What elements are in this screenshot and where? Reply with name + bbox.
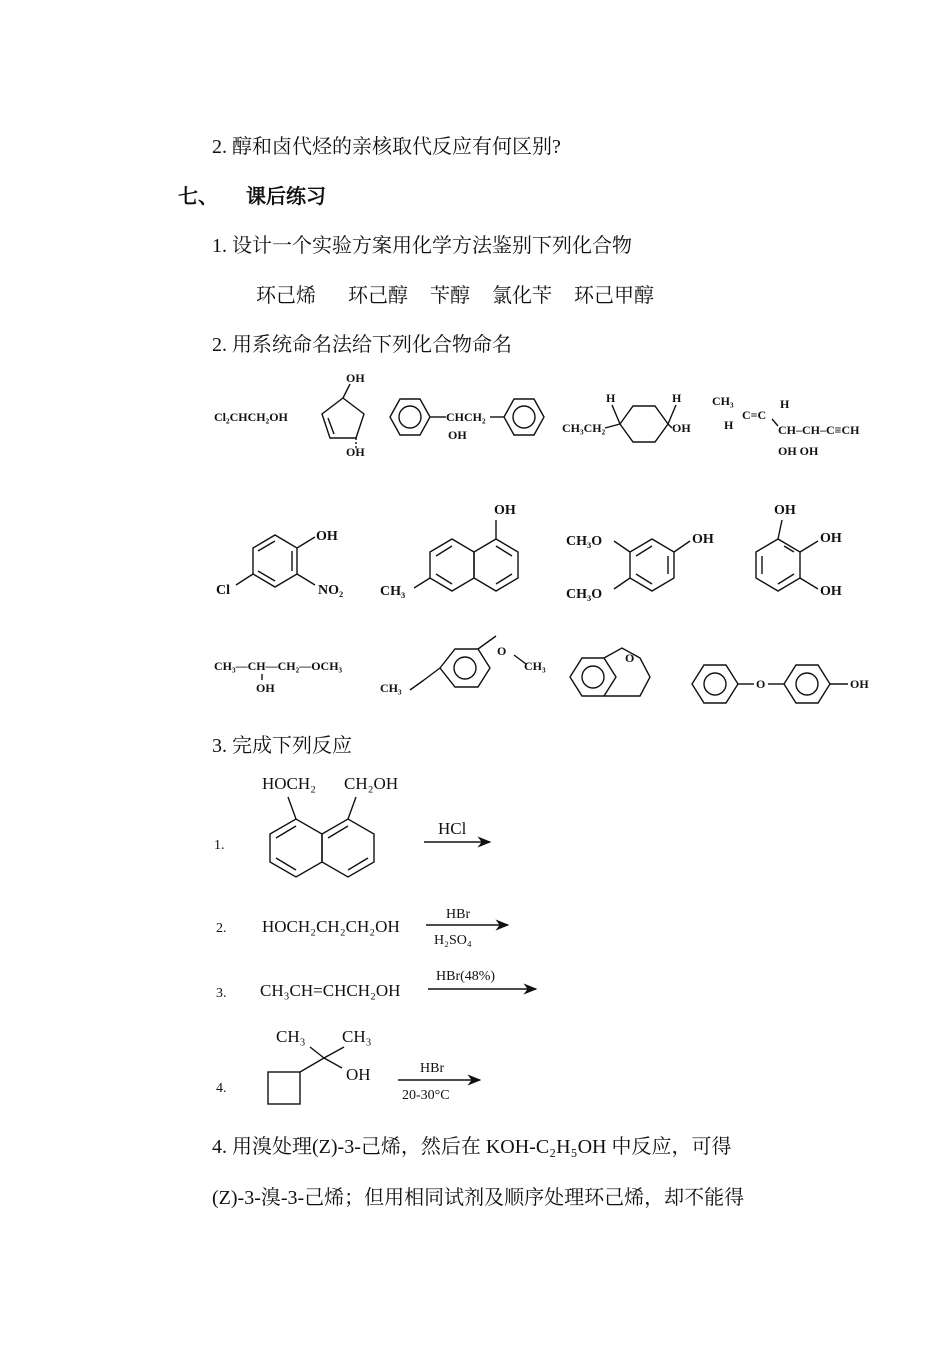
exercise-1-text: 1. 设计一个实验方案用化学方法鉴别下列化合物 [212,235,632,257]
svg-text:OH: OH [346,445,365,459]
svg-text:2.: 2. [216,921,227,936]
s1-formula: Cl₂CHCH₂OH [214,410,288,424]
svg-text:H: H [606,391,616,405]
svg-text:HOCH₂CH₂CH₂OH: HOCH₂CH₂CH₂OH [262,917,400,936]
svg-text:H: H [672,391,682,405]
svg-text:OH: OH [316,529,338,544]
svg-text:HOCH₂: HOCH₂ [262,774,317,793]
svg-text:1.: 1. [214,838,225,853]
svg-text:OH: OH [448,428,467,442]
svg-text:OH: OH [672,421,691,435]
section-title: 课后练习 [246,186,326,208]
review-question-2: 2. 醇和卤代烃的亲核取代反应有何区别? [212,136,561,158]
svg-text:H: H [724,418,734,432]
svg-text:O: O [756,677,766,691]
svg-text:CH₃: CH₃ [380,681,402,695]
svg-text:OH: OH [494,503,516,518]
svg-text:OH: OH [820,531,842,546]
svg-text:CH₃CH=CHCH₂OH: CH₃CH=CHCH₂OH [260,981,401,1000]
compound-4: 氯化苄 [492,285,552,307]
section-number: 七、 [178,186,218,208]
svg-text:O: O [625,651,635,665]
svg-text:HCl: HCl [438,819,467,838]
exercise-2-text: 2. 用系统命名法给下列化合物命名 [212,334,512,356]
svg-text:OH OH: OH OH [778,444,819,458]
svg-text:CH₃: CH₃ [342,1027,372,1046]
svg-text:CH₂OH: CH₂OH [344,774,399,793]
svg-text:H: H [780,397,790,411]
svg-text:CH₃: CH₃ [380,584,406,599]
svg-text:HBr: HBr [446,907,471,922]
reaction-1 [214,774,490,877]
exercise-4-line-2: (Z)-3-溴-3-己烯；但用相同试剂及顺序处理环己烯，却不能得 [212,1187,745,1209]
svg-text:C=C: C=C [742,408,767,422]
svg-text:OH: OH [692,532,714,547]
svg-text:CH₃: CH₃ [712,394,734,408]
svg-text:HBr: HBr [420,1061,445,1076]
svg-text:OH: OH [346,371,365,385]
compound-5: 环己甲醇 [574,285,654,307]
svg-text:OH: OH [774,503,796,518]
compound-2: 环己醇 [348,285,408,307]
svg-text:CH–CH–C≡CH: CH–CH–C≡CH [778,423,860,437]
svg-text:CH₃: CH₃ [524,659,546,673]
svg-text:NO₂: NO₂ [318,583,344,598]
svg-text:CHCH₂: CHCH₂ [446,410,486,424]
compound-1: 环己烯 [256,285,316,307]
svg-text:O: O [497,644,507,658]
svg-text:OH: OH [346,1065,371,1084]
svg-text:CH₃: CH₃ [276,1027,306,1046]
svg-text:CH₃O: CH₃O [566,534,603,549]
svg-text:H₂SO₄: H₂SO₄ [434,933,472,948]
reaction-4 [216,1027,480,1104]
svg-text:HBr(48%): HBr(48%) [436,969,496,984]
svg-text:CH₃O: CH₃O [566,587,603,602]
reaction-2 [216,907,508,948]
svg-text:OH: OH [850,677,869,691]
svg-text:CH₃—CH—CH₂—OCH₃: CH₃—CH—CH₂—OCH₃ [214,659,343,673]
svg-text:OH: OH [820,584,842,599]
svg-text:Cl: Cl [216,583,230,598]
svg-text:4.: 4. [216,1081,227,1096]
compound-3: 苄醇 [430,285,470,307]
svg-text:OH: OH [256,681,275,695]
exercise-4-line-1: 4. 用溴处理(Z)-3-己烯，然后在 KOH-C₂H₅OH 中反应，可得 [212,1136,732,1158]
svg-text:20-30°C: 20-30°C [402,1088,450,1103]
svg-text:CH₃CH₂: CH₃CH₂ [562,421,606,435]
exercise-3-text: 3. 完成下列反应 [212,735,352,757]
reaction-3 [216,969,536,1001]
svg-text:3.: 3. [216,986,227,1001]
